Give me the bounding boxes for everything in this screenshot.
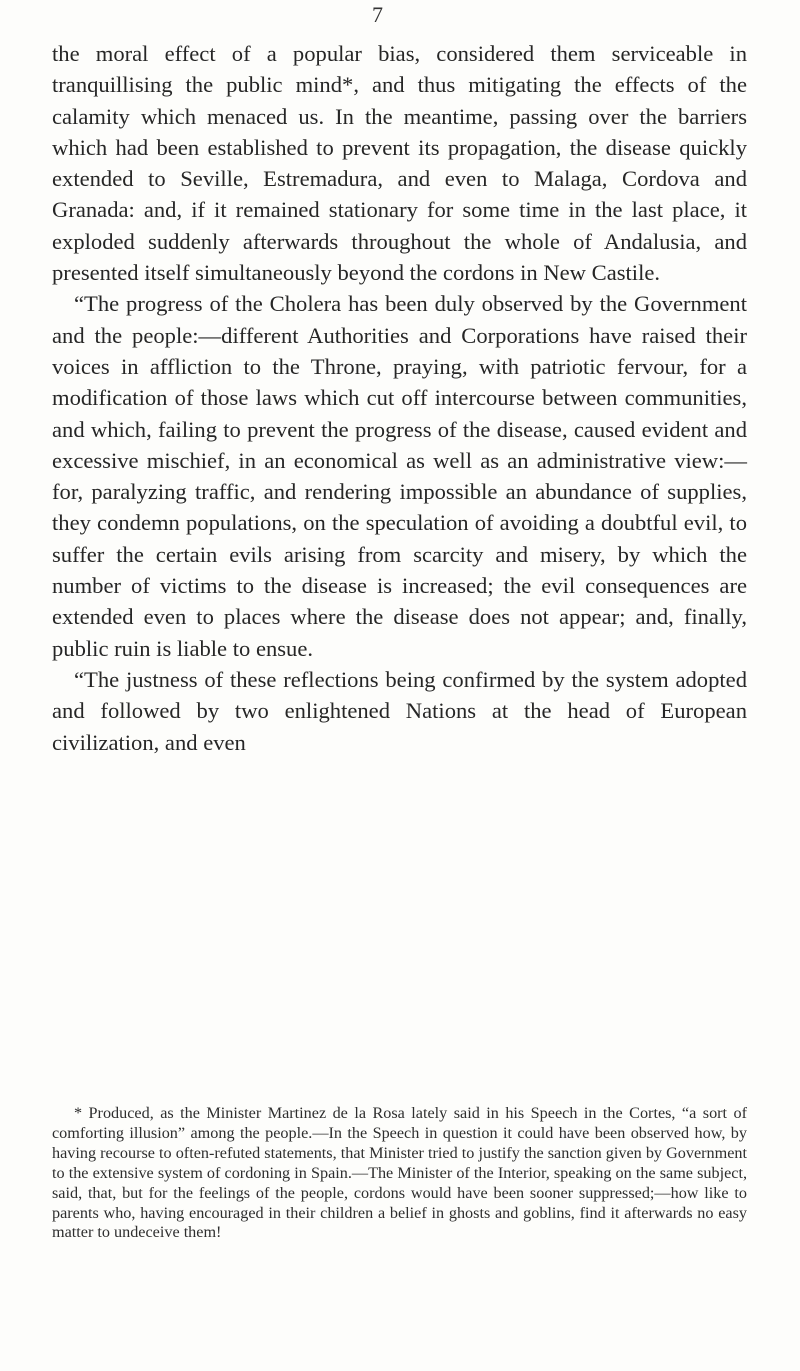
footnote: * Produced, as the Minister Martinez de la Rosa lately said in his Speech in the Cortes, “a sort of comforting illusion” among the people.—In the Speech in question it could have been observed how, by having recourse to often-refuted statements, that Minister tried to justify the sanction given by Government to the extensive system of cordoning in Spain.—The Minister of the Interior, speaking on the same subject, said, that, but for the feelings of the people, cordons would have been sooner suppressed;—how like to parents who, having encouraged in their children a belief in ghosts and goblins, find it afterwards no easy matter to undeceive them!	[52, 1104, 747, 1242]
body-text	[52, 38, 747, 758]
paragraph-justness: “The justness of these reflections being confirmed by the system adopted and followed by two enlightened Nations at the head of European civilization, and even	[52, 666, 747, 755]
page-number: 7	[372, 2, 383, 27]
paragraph-cholera-progress: “The progress of the Cholera has been duly observed by the Government and the people:—different Authorities and Corporations have raised their voices in affliction to the Throne, praying, with patriotic fervour, for a modification of those laws which cut off intercourse between communities, and which, failing to prevent the progress of the disease, caused evident and excessive mischief, in an economical as well as an administrative view:—for, paralyzing traffic, and rendering impossible an abundance of supplies, they condemn populations, on the speculation of avoiding a doubtful evil, to suffer the certain evils arising from scarcity and misery, by which the number of victims to the disease is increased; the evil consequences are extended even to places where the disease does not appear; and, finally, public ruin is liable to ensue.	[52, 291, 747, 661]
paragraph-continuation: the moral effect of a popular bias, considered them serviceable in tranquillising the public mind*, and thus mitigating the effects of the calamity which menaced us. In the meantime, passing over the barriers which had been established to prevent its propagation, the disease quickly extended to Seville, Estremadura, and even to Malaga, Cordova and Granada: and, if it remained stationary for some time in the last place, it exploded suddenly afterwards throughout the whole of Andalusia, and presented itself simultaneously beyond the cordons in New Castile.	[52, 41, 747, 286]
